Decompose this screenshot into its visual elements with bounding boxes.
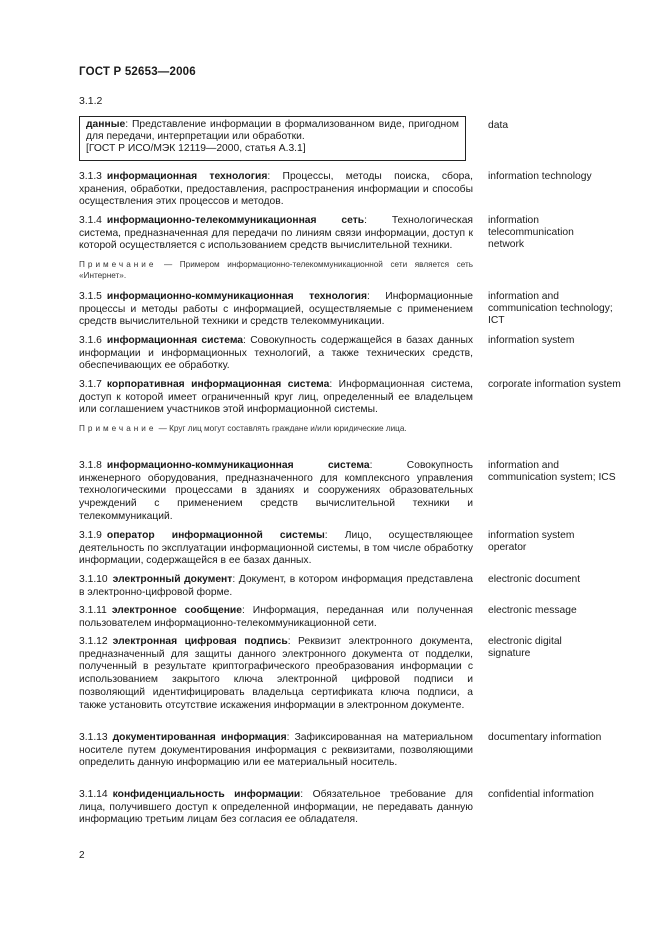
term-number: 3.1.5 [79, 291, 102, 302]
term-entry [79, 215, 473, 253]
note-label: Примечание [79, 260, 157, 269]
definition: : Лицо, осуществляющее деятельность по эксплуатации информационной системы, в том числе обработку информации, содержащейся в ее базах данных. [79, 530, 473, 567]
english-equivalent: electronic digital signature [488, 636, 562, 660]
definition: : Совокупность содержащейся в базах данных информации и информационных технологий, а также технических средств, обеспечивающих ее обработку. [79, 335, 473, 372]
term-number: 3.1.10 [79, 574, 108, 585]
term: электронное сообщение [111, 605, 242, 616]
english-equivalent: information telecommunication network [488, 215, 574, 251]
definition: : Зафиксированная на материальном носителе путем документирования информация с реквизитами, позволяющими определить данную информацию или ее материальный носитель. [79, 732, 473, 769]
term-entry [79, 171, 473, 209]
term-number: 3.1.8 [79, 460, 102, 471]
term-number: 3.1.3 [79, 171, 102, 182]
term-entry [79, 789, 473, 827]
term-note [79, 259, 473, 281]
english-equivalent: corporate information system [488, 379, 621, 390]
term: конфиденциальность информации [112, 789, 301, 800]
note-text: — Примером информационно-телекоммуникационной сети является сеть «Интернет». [79, 260, 473, 280]
term-number: 3.1.4 [79, 215, 102, 226]
boxed-term-definition [79, 116, 466, 161]
term-number: 3.1.11 [79, 605, 107, 616]
document-header: ГОСТ Р 52653—2006 [79, 66, 196, 78]
english-equivalent: electronic message [488, 605, 577, 616]
term-entry [79, 291, 473, 329]
definition: : Информационная система, доступ к которой имеет ограниченный круг лиц, определенный ее владельцем или соглашением участников этой информационной системы. [79, 379, 474, 416]
term-number: 3.1.9 [79, 530, 102, 541]
definition: : Обязательное требование для лица, получившего доступ к определенной информации, не передавать данную информацию третьим лицам без согласия ее обладателя. [79, 789, 473, 826]
note-text: — Круг лиц могут составлять граждане и/или юридические лица. [156, 424, 407, 433]
note-label: Примечание [79, 424, 157, 433]
definition: : Представление информации в формализованном виде, пригодном для передачи, интерпретации или обработки. [86, 119, 459, 143]
term: информационная система [106, 335, 244, 346]
term-number: 3.1.6 [79, 335, 102, 346]
english-equivalent: data [488, 120, 509, 131]
english-equivalent: electronic document [488, 574, 581, 585]
term-reference: [ГОСТ Р ИСО/МЭК 12119—2000, статья А.3.1] [86, 143, 306, 155]
term-entry [79, 530, 473, 568]
term: электронный документ [112, 574, 233, 585]
english-equivalent: information system [488, 335, 575, 346]
english-equivalent: information and communication system; ICS [488, 460, 616, 484]
term: информационно-телекоммуникационная сеть [106, 215, 365, 226]
definition: : Информационные процессы и методы работы с информацией, осуществляемые с применением средств вычислительной техники и средств телекоммуникации. [79, 291, 474, 328]
term-entry [79, 732, 473, 770]
english-equivalent: information and communication technology; ICT [488, 291, 613, 327]
term: корпоративная информационная система [106, 379, 330, 390]
definition: : Технологическая система, предназначенная для передачи по линиям связи информации, доступ к которой осуществляется с использованием средств вычислительной техники. [79, 215, 473, 252]
definition: : Документ, в котором информация представлена в электронно-цифровой форме. [79, 574, 474, 598]
term-entry [79, 605, 473, 630]
term-entry [79, 460, 473, 524]
term-entry [79, 379, 473, 417]
english-equivalent: information system operator [488, 530, 575, 554]
section-number: 3.1.2 [79, 95, 103, 107]
term-entry [79, 335, 473, 373]
term-number: 3.1.13 [79, 732, 108, 743]
term: оператор информационной системы [106, 530, 325, 541]
term-number: 3.1.7 [79, 379, 102, 390]
english-equivalent: information technology [488, 171, 592, 182]
term-number: 3.1.12 [79, 636, 108, 647]
definition: : Совокупность инженерного оборудования, предназначенного для комплексного управления технологическими процессами в зданиях и сооружениях образовательных учреждений с применением средств вычислительной техники и телекоммуникаций. [79, 460, 474, 522]
term: информационно-коммуникационная технология [106, 291, 368, 302]
term: электронная цифровая подпись [112, 636, 288, 647]
english-equivalent: documentary information [488, 732, 602, 743]
page-number: 2 [79, 850, 85, 861]
term-entry [79, 574, 473, 599]
term: данные [86, 119, 126, 130]
definition: : Процессы, методы поиска, сбора, хранения, обработки, предоставления, распространения информации и способы осуществления этих процессов и методов. [79, 171, 473, 208]
definition: : Информация, переданная или полученная пользователем информационно-телекоммуникационной сети. [79, 605, 473, 629]
english-equivalent: confidential information [488, 789, 594, 800]
term-entry [79, 636, 473, 712]
term: информационная технология [106, 171, 268, 182]
term: документированная информация [112, 732, 287, 743]
term-number: 3.1.14 [79, 789, 108, 800]
term-note [79, 423, 473, 434]
definition: : Реквизит электронного документа, предназначенный для защиты данного электронного документа от подделки, полученный в результате криптографического преобразования информации с использованием закрытого ключа электронной цифровой подписи и позволяющий идентифицировать владельца сертификата ключа подписи, а также установить отсутствие искажения информации в электронном документе. [79, 636, 473, 711]
term: информационно-коммуникационная система [106, 460, 370, 471]
